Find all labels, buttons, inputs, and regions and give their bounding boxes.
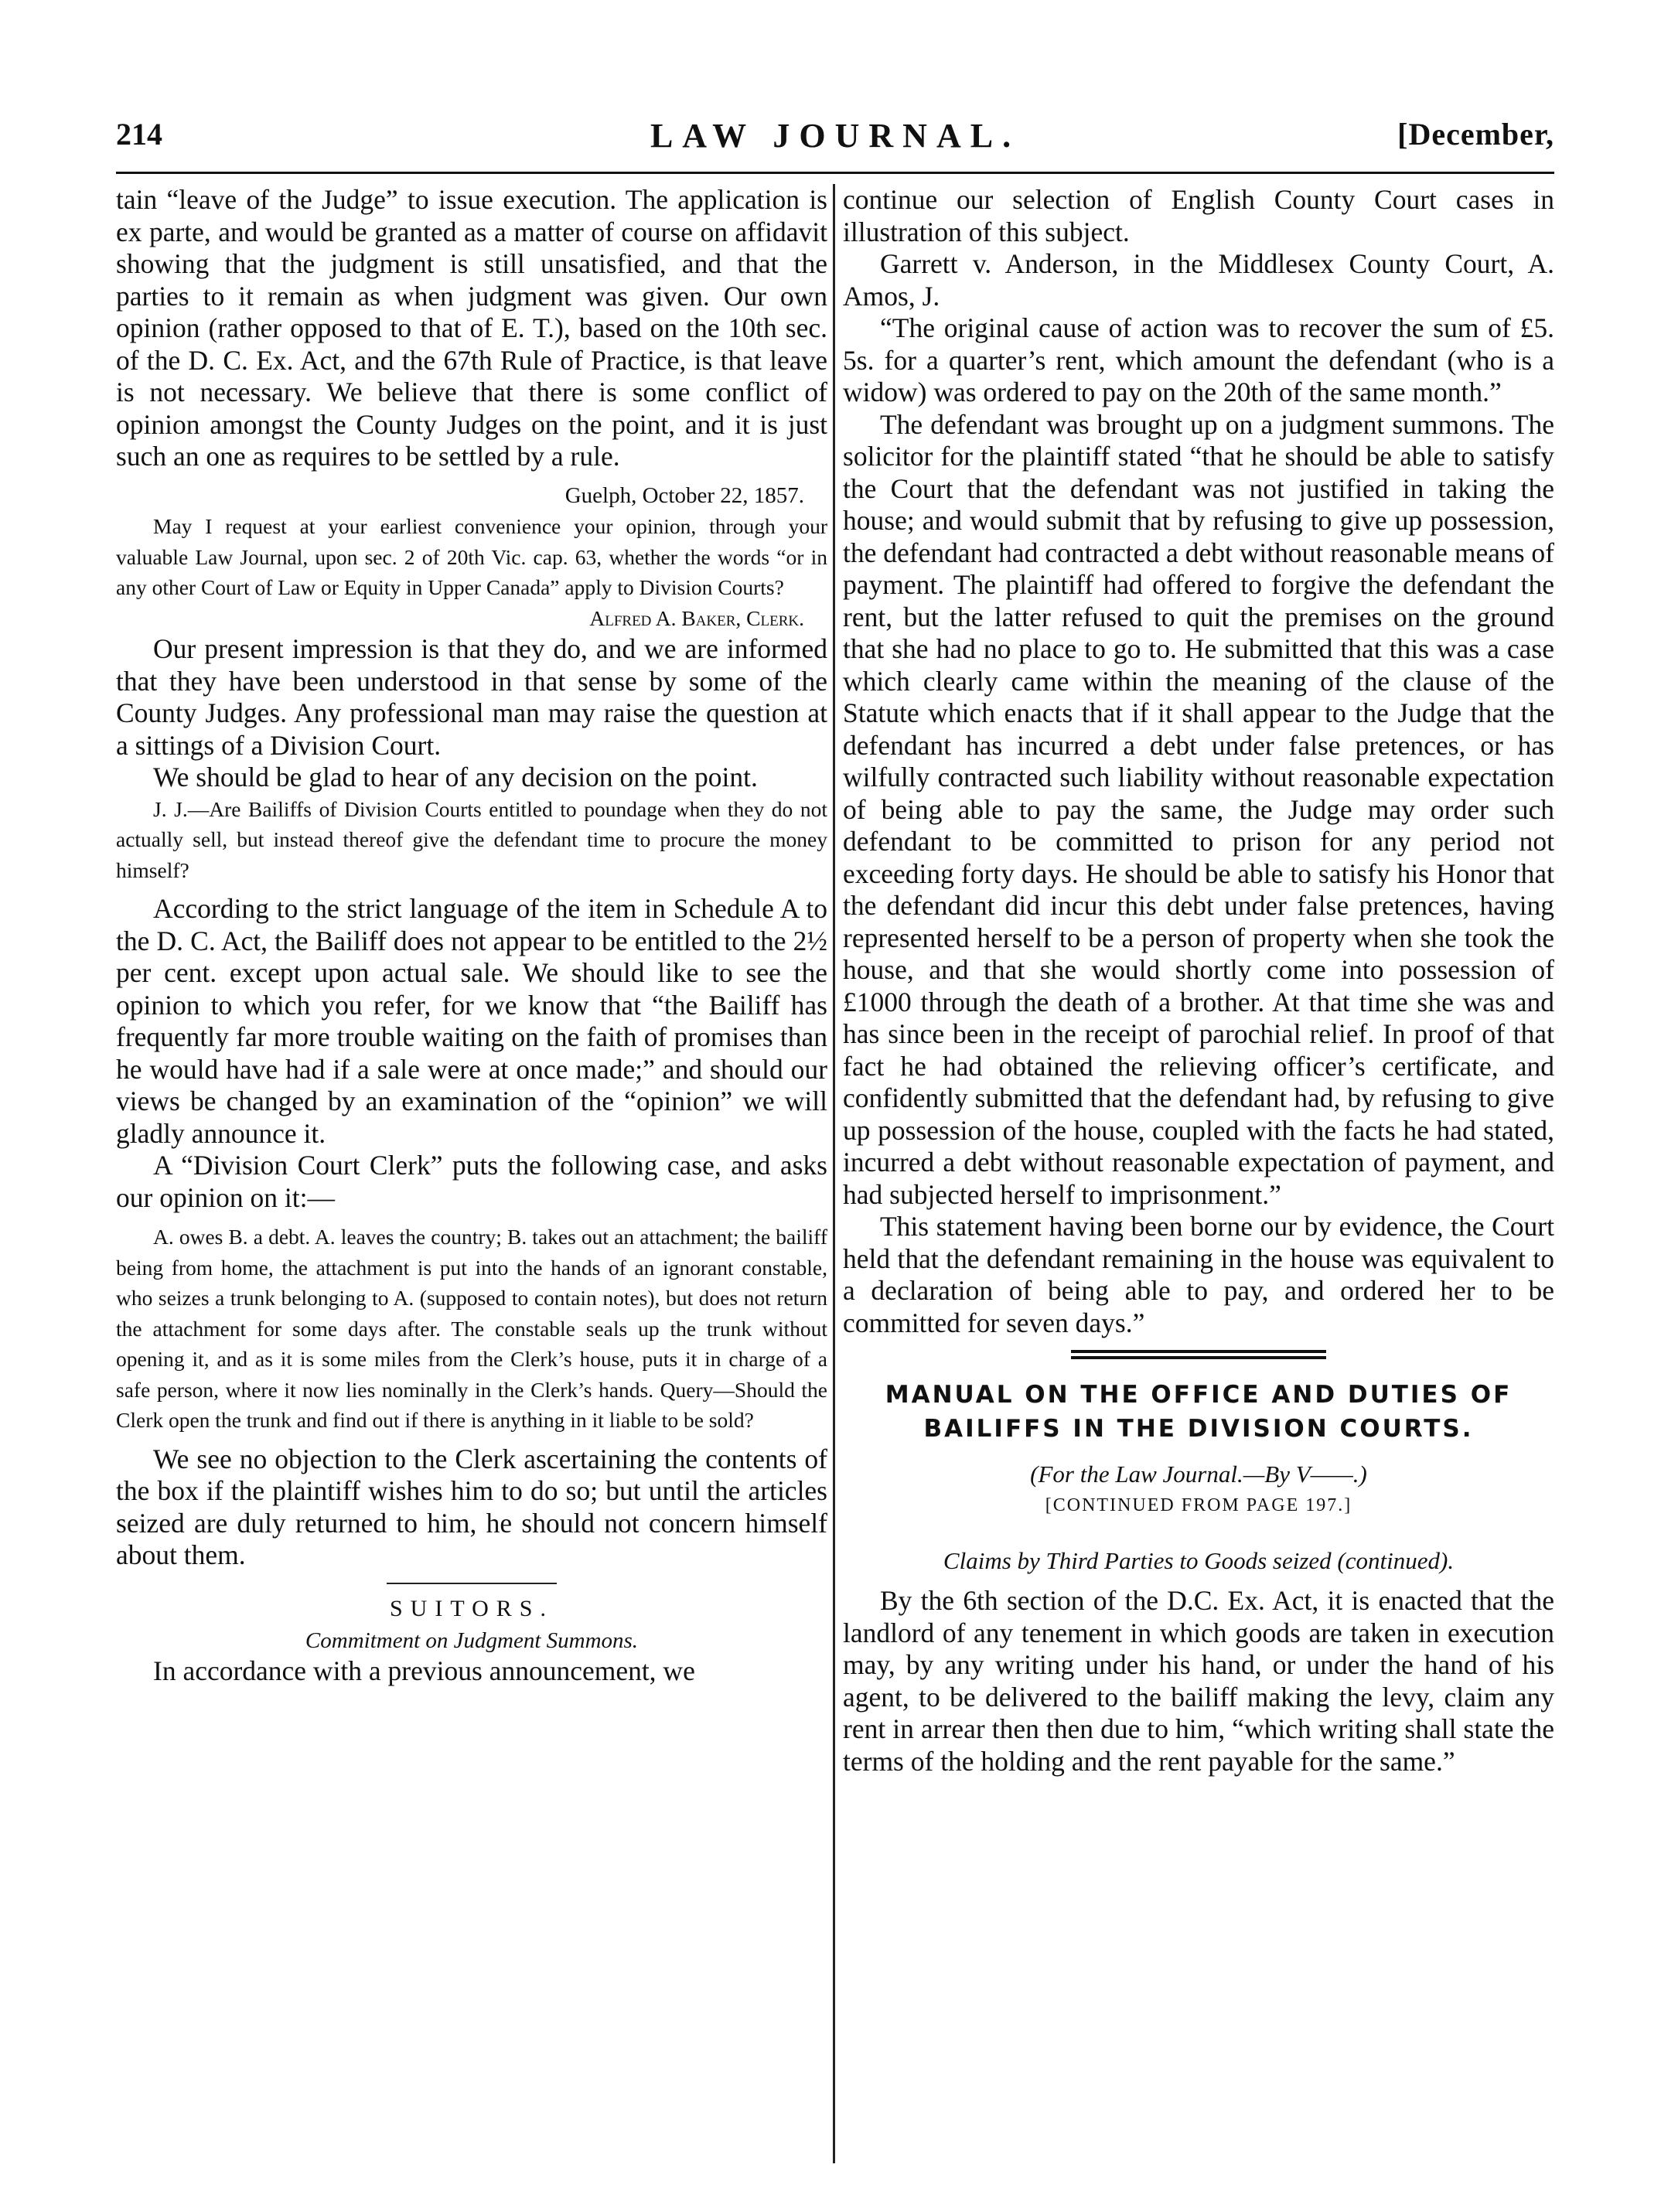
manual-heading-line-2: BAILIFFS IN THE DIVISION COURTS.	[923, 1415, 1474, 1443]
left-paragraph-2: Our present impression is that they do, and we are informed that they have been understood in that sense by some of the County Judges. Any professional man may raise the question at a sittings of a Division Court.	[116, 633, 827, 761]
section-rule	[387, 1583, 557, 1584]
column-divider	[833, 184, 835, 2163]
suitors-heading: SUITORS.	[390, 1595, 554, 1621]
journal-title: LAW JOURNAL.	[650, 117, 1021, 155]
case-title: Garrett v. Anderson, in the Middlesex County Court, A. Amos, J.	[843, 248, 1554, 312]
manual-heading-line-1: MANUAL ON THE OFFICE AND DUTIES OF	[885, 1381, 1513, 1409]
right-paragraph-2: The defendant was brought up on a judgment summons. The solicitor for the plaintiff stated “that he should be able to satisfy the Court that the defendant was not justified in taking the house; and would submit that by refusing to give up possession, the defendant had contracted a debt without reasonable means of payment. The plaintiff had offered to forgive the defendant the rent, but the latter refused to quit the premises on the ground that she had no place to go to. He submitted that this was a case which clearly came within the meaning of the clause of the Statute which enacts that if it shall appear to the Judge that the defendant has incurred a debt under false pretences, or has wilfully contracted such liability without reasonable expectation of being able to pay the same, the Judge may order such defendant to be committed to prison for any period not exceeding forty days. He should be able to satisfy his Honor that the defendant did incur this debt under false pretences, having represented herself to be a person of property when she took the house, and that she would shortly come into possession of £1000 through the death of a brother. At that time she was and has since been in the receipt of parochial relief. In proof of that fact he had obtained the relieving officer’s certificate, and confidently submitted that the defendant had, by refusing to give up possession of the house, coupled with the facts he had stated, incurred a debt without reasonable expectation of payment, and had subjected herself to imprisonment.”	[843, 408, 1554, 1210]
left-paragraph-6: We see no objection to the Clerk ascertaining the contents of the box if the plaintiff wishes him to do so; but until the articles seized are duly returned to him, he should not concern himself about them.	[116, 1443, 827, 1570]
header-month: [December,	[1397, 117, 1554, 152]
header-rule	[116, 172, 1554, 174]
byline: (For the Law Journal.—By V——.)	[1030, 1460, 1367, 1488]
right-paragraph-3: This statement having been borne our by evidence, the Court held that the defendant remaining in the house was equivalent to a declaration of being able to pay, and ordered her to be committed for seven days.”	[843, 1211, 1554, 1338]
right-column	[843, 184, 1554, 2163]
query-text: J. J.—Are Bailiffs of Division Courts entitled to poundage when they do not actually sell, but instead thereof give the defendant time to procure the money himself?	[116, 796, 827, 882]
left-paragraph-3: We should be glad to hear of any decision on the point.	[153, 762, 758, 792]
suitors-subheading: Commitment on Judgment Summons.	[305, 1627, 639, 1653]
continued-note: [CONTINUED FROM PAGE 197.]	[1045, 1495, 1352, 1515]
left-paragraph-5: A “Division Court Clerk” puts the following case, and asks our opinion on it:—	[116, 1150, 827, 1213]
page-number: 214	[116, 117, 162, 152]
claims-subheading: Claims by Third Parties to Goods seized (continued).	[943, 1547, 1455, 1574]
left-column	[116, 184, 827, 2163]
right-paragraph-1: continue our selection of English County Court cases in illustration of this subject.	[843, 184, 1554, 247]
left-paragraph-4: According to the strict language of the item in Schedule A to the D. C. Act, the Bailiff does not appear to be entitled to the 2½ per cent. except upon actual sale. We should like to see the opinion to which you refer, for we know that “the Bailiff has frequently far more trouble waiting on the faith of promises than he would have had if a sale were at once made;” and should our views be changed by an examination of the “opinion” we will gladly announce it.	[116, 893, 827, 1149]
left-paragraph-7: In accordance with a previous announcement, we	[153, 1655, 695, 1686]
left-paragraph-1: tain “leave of the Judge” to issue execution. The application is ex parte, and would be granted as a matter of course on affidavit showing that the judgment is still unsatisfied, and that the parties to it remain as when judgment was given. Our own opinion (rather opposed to that of E. T.), based on the 10th sec. of the D. C. Ex. Act, and the 67th Rule of Practice, is that leave is not necessary. We believe that there is some conflict of opinion amongst the County Judges on the point, and it is just such an one as requires to be settled by a rule.	[116, 184, 827, 472]
letter-signature: Alfred A. Baker, Clerk.	[589, 605, 804, 630]
letter-text: May I request at your earliest convenience your opinion, through your valuable Law Journal, upon sec. 2 of 20th Vic. cap. 63, whether the words “or in any other Court of Law or Equity in Upper Canada” apply to Division Courts?	[116, 514, 827, 599]
right-quote-1: “The original cause of action was to recover the sum of £5. 5s. for a quarter’s rent, which amount the defendant (who is a widow) was ordered to pay on the 20th of the same month.”	[843, 312, 1554, 407]
case-text: A. owes B. a debt. A. leaves the country; B. takes out an attachment; the bailiff being from home, the attachment is put into the hands of an ignorant constable, who seizes a trunk belonging to A. (supposed to contain notes), but does not return the attachment for some days after. The constable seals up the trunk without opening it, and as it is some miles from the Clerk’s house, puts it in charge of a safe person, where it now lies nominally in the Clerk’s hands. Query—Should the Clerk open the trunk and find out if there is anything in it liable to be sold?	[116, 1225, 827, 1432]
section-double-rule	[1071, 1350, 1326, 1359]
page-header	[116, 116, 1554, 162]
right-paragraph-4: By the 6th section of the D.C. Ex. Act, it is enacted that the landlord of any tenement in which goods are taken in execution may, by any writing under his hand, or under the hand of his agent, to be delivered to the bailiff making the levy, claim any rent in arrear then then due to him, “which writing shall state the terms of the holding and the rent payable for the same.”	[843, 1585, 1554, 1777]
dateline: Guelph, October 22, 1857.	[564, 482, 804, 508]
